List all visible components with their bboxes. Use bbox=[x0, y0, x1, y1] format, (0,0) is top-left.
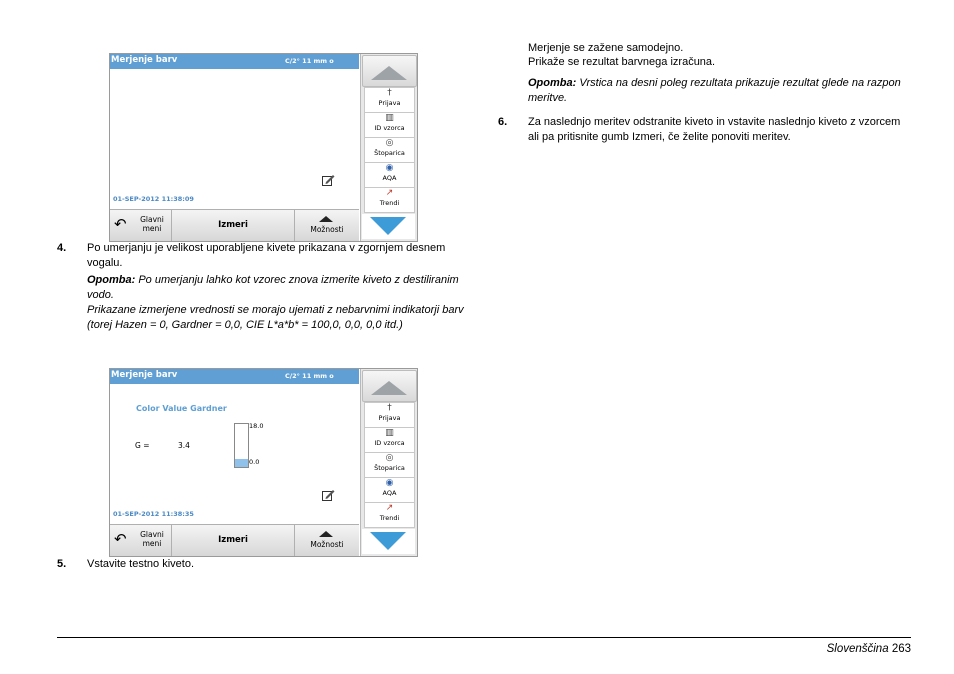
aqa-label: AQA bbox=[382, 489, 397, 497]
main-menu-button[interactable] bbox=[110, 525, 172, 556]
device-screen-measure bbox=[109, 53, 418, 242]
up-triangle-icon bbox=[319, 216, 333, 222]
side-menu bbox=[360, 54, 418, 241]
range-bar-fill bbox=[235, 459, 248, 467]
login-label: Prijava bbox=[378, 414, 401, 422]
screen-datetime: 01-SEP-2012 11:38:09 bbox=[113, 195, 194, 203]
scroll-up-button[interactable] bbox=[362, 55, 417, 87]
options-button[interactable] bbox=[295, 525, 359, 556]
range-max: 18.0 bbox=[249, 422, 264, 430]
login-button[interactable] bbox=[364, 87, 415, 113]
aqa-icon: ◉ bbox=[385, 163, 394, 173]
step-note-extra: Prikazane izmerjene vrednosti se morajo ujemati z nebarvnimi indikatorji barv (torej Hazen = 0, Gardner = 0,0, CIE L*a*b* = 100,0, 0,0, 0,0 itd.) bbox=[87, 304, 464, 331]
timer-button[interactable] bbox=[364, 452, 415, 478]
step-continuation-line: Prikaže se rezultat barvnega izračuna. bbox=[528, 56, 716, 68]
trends-button[interactable] bbox=[364, 187, 415, 213]
bottom-button-bar bbox=[110, 209, 359, 242]
back-arrow-icon: ↶ bbox=[114, 530, 127, 548]
measure-button[interactable]: Izmeri bbox=[172, 210, 295, 241]
page-footer bbox=[827, 642, 911, 657]
aqa-icon: ◉ bbox=[385, 478, 394, 488]
aqa-button[interactable] bbox=[364, 162, 415, 188]
main-menu-label: Glavni meni bbox=[140, 530, 164, 548]
back-arrow-icon: ↶ bbox=[114, 215, 127, 233]
trends-label: Trendi bbox=[379, 199, 400, 207]
sample-id-label: ID vzorca bbox=[374, 124, 405, 132]
timer-icon: ◎ bbox=[385, 138, 394, 148]
note-text: Po umerjanju lahko kot vzorec znova izmerite kiveto z destiliranim vodo. bbox=[87, 274, 459, 301]
note-label: Opomba: bbox=[87, 274, 136, 286]
screen-title: Merjenje barv bbox=[111, 55, 178, 65]
range-min: 0.0 bbox=[249, 458, 260, 466]
result-label: G = bbox=[135, 441, 150, 450]
aqa-button[interactable] bbox=[364, 477, 415, 503]
step-note bbox=[87, 273, 472, 302]
step-text: Za naslednjo meritev odstranite kiveto in vstavite naslednjo kiveto z vzorcem ali pa pritisnite gumb Izmeri, če želite ponoviti meritev. bbox=[528, 116, 901, 143]
step-note bbox=[528, 76, 913, 105]
scroll-down-icon bbox=[370, 217, 406, 235]
result-value: 3.4 bbox=[178, 441, 190, 450]
measure-button[interactable]: Izmeri bbox=[172, 525, 295, 556]
aqa-label: AQA bbox=[382, 174, 397, 182]
footer-divider bbox=[57, 637, 911, 638]
sample-id-button[interactable] bbox=[364, 427, 415, 453]
screen-title-bar bbox=[110, 369, 359, 384]
sample-id-button[interactable] bbox=[364, 112, 415, 138]
timer-button[interactable] bbox=[364, 137, 415, 163]
note-label: Opomba: bbox=[528, 77, 577, 89]
timer-label: Štoparica bbox=[374, 464, 405, 472]
edit-icon[interactable] bbox=[322, 489, 335, 501]
step-text: Po umerjanju je velikost uporabljene kivete prikazana v zgornjem desnem vogalu. bbox=[87, 242, 446, 269]
scroll-down-button[interactable] bbox=[362, 529, 415, 554]
trends-button[interactable] bbox=[364, 502, 415, 528]
login-button[interactable] bbox=[364, 402, 415, 428]
edit-icon[interactable] bbox=[322, 174, 335, 186]
cuvette-info: C/2° 11 mm o bbox=[285, 57, 334, 65]
options-button[interactable] bbox=[295, 210, 359, 241]
footer-language: Slovenščina bbox=[826, 643, 889, 655]
footer-page-number: 263 bbox=[891, 643, 911, 655]
up-triangle-icon bbox=[319, 531, 333, 537]
range-bar bbox=[234, 423, 249, 468]
trend-icon: ↗ bbox=[385, 188, 394, 198]
step-number: 5. bbox=[57, 558, 67, 570]
cuvette-info: C/2° 11 mm o bbox=[285, 372, 334, 380]
options-label: Možnosti bbox=[310, 225, 344, 234]
screen-title: Merjenje barv bbox=[111, 370, 178, 380]
step-continuation-line: Merjenje se zažene samodejno. bbox=[528, 42, 684, 54]
timer-label: Štoparica bbox=[374, 149, 405, 157]
login-label: Prijava bbox=[378, 99, 401, 107]
sample-id-label: ID vzorca bbox=[374, 439, 405, 447]
screen-title-bar bbox=[110, 54, 359, 69]
main-menu-label: Glavni meni bbox=[140, 215, 164, 233]
side-menu bbox=[360, 369, 418, 556]
step-number: 4. bbox=[57, 242, 67, 254]
screen-datetime: 01-SEP-2012 11:38:35 bbox=[113, 510, 194, 518]
trend-icon: ↗ bbox=[385, 503, 394, 513]
options-label: Možnosti bbox=[310, 540, 344, 549]
main-menu-button[interactable] bbox=[110, 210, 172, 241]
step-number: 6. bbox=[498, 116, 508, 128]
note-text: Vrstica na desni poleg rezultata prikazuje rezultat glede na razpon meritve. bbox=[528, 77, 901, 104]
scroll-up-icon bbox=[371, 381, 407, 395]
bottom-button-bar bbox=[110, 524, 359, 557]
scroll-up-icon bbox=[371, 66, 407, 80]
sample-id-icon: ▥ bbox=[385, 113, 394, 123]
result-title: Color Value Gardner bbox=[136, 404, 227, 413]
scroll-down-button[interactable] bbox=[362, 214, 415, 239]
timer-icon: ◎ bbox=[385, 453, 394, 463]
device-screen-result bbox=[109, 368, 418, 557]
step-text: Vstavite testno kiveto. bbox=[87, 558, 194, 570]
sample-id-icon: ▥ bbox=[385, 428, 394, 438]
trends-label: Trendi bbox=[379, 514, 400, 522]
person-icon: † bbox=[387, 88, 392, 98]
scroll-up-button[interactable] bbox=[362, 370, 417, 402]
person-icon: † bbox=[387, 403, 392, 413]
scroll-down-icon bbox=[370, 532, 406, 550]
